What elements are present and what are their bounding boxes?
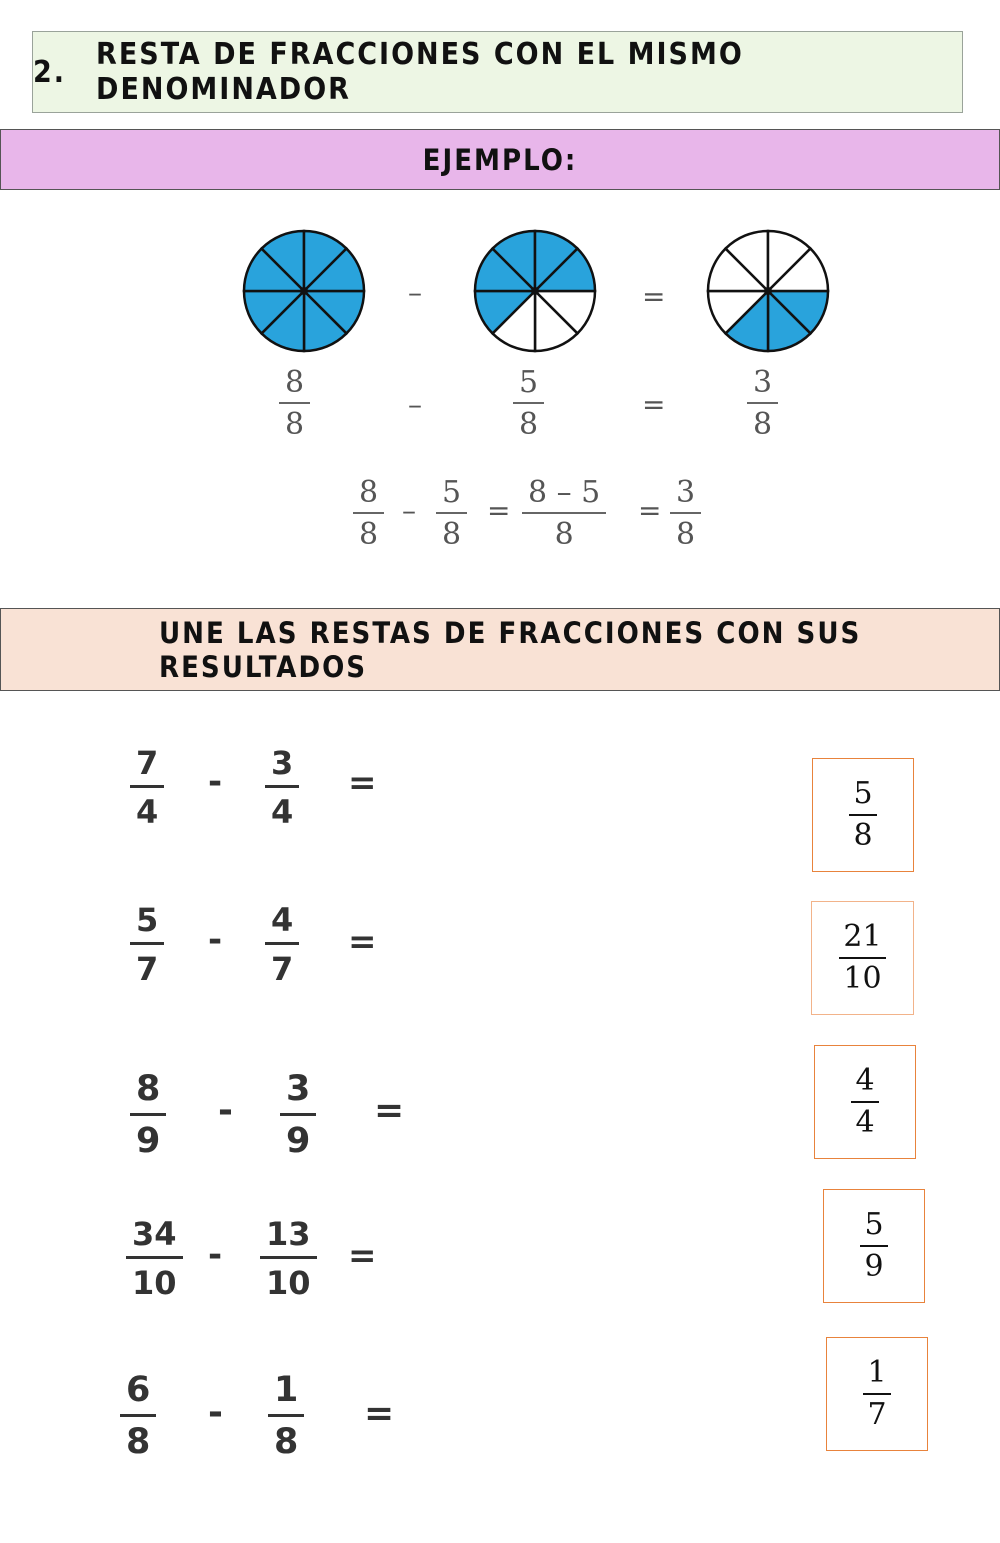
denominator: 4 [855,1105,875,1140]
exercise-3-equals-sign: = [374,1090,405,1131]
example-heading [0,129,1000,190]
numerator: 5 [442,475,462,510]
denominator: 7 [136,950,159,988]
numerator: 8 [136,1069,161,1109]
pie-center-dot [300,287,308,295]
denominator: 8 [554,517,574,552]
fraction-bar [265,785,299,788]
exercise-4-fraction-a [126,1215,183,1302]
denominator: 8 [359,517,379,552]
numerator: 4 [855,1063,875,1098]
fraction-bar [280,1113,316,1116]
title-number: 2. [33,54,67,90]
numerator: 13 [266,1215,311,1253]
example-heading-text: EJEMPLO: [422,142,578,177]
fraction-bar [268,1414,304,1417]
exercise-3-minus-sign: - [218,1090,233,1131]
exercise-5-fraction-b [268,1370,304,1462]
equation-fraction-b [436,475,467,552]
fraction-bar [513,402,544,404]
exercise-4-fraction-b [260,1215,317,1302]
instruction-text: UNE LAS RESTAS DE FRACCIONES CON SUS RESULTADOS [159,615,862,684]
denominator: 8 [676,517,696,552]
exercise-4-equals-sign: = [348,1236,377,1276]
example-equals-sign: = [642,388,666,421]
numerator: 4 [271,901,294,939]
numerator: 5 [136,901,159,939]
exercise-5-minus-sign: - [208,1392,223,1433]
fraction-bar [747,402,778,404]
pie-center-dot [764,287,772,295]
fraction-bar [260,1256,317,1259]
pie-eight-eighths [241,228,367,354]
denominator: 9 [864,1249,884,1284]
numerator: 3 [753,365,773,400]
numerator: 8 – 5 [528,475,601,510]
numerator: 5 [519,365,539,400]
denominator: 10 [843,961,882,996]
equation-equals-sign-1: = [487,494,511,527]
fraction-bar [436,512,467,514]
pie-equals-sign: = [642,280,666,313]
answer-box-1[interactable] [812,758,914,872]
exercise-1-fraction-a [130,744,164,831]
fraction-bar [851,1101,878,1103]
fraction-bar [353,512,384,514]
answer-fraction [839,919,885,996]
equation-fraction-c [522,475,606,552]
numerator: 3 [271,744,294,782]
fraction-bar [863,1393,890,1395]
answer-box-2[interactable] [811,901,914,1015]
denominator: 8 [126,1422,151,1462]
denominator: 10 [266,1264,311,1302]
fraction-bar [130,1113,166,1116]
pie-five-eighths [472,228,598,354]
exercise-2-fraction-a [130,901,164,988]
example-fraction-b [513,365,544,442]
equation-fraction-a [353,475,384,552]
exercise-1-minus-sign: - [208,762,223,802]
numerator: 1 [274,1370,299,1410]
numerator: 1 [867,1355,887,1390]
denominator: 7 [271,950,294,988]
fraction-bar [839,957,885,959]
denominator: 8 [753,407,773,442]
denominator: 8 [519,407,539,442]
example-fraction-c [747,365,778,442]
equation-equals-sign-2: = [638,494,662,527]
denominator: 4 [136,793,159,831]
fraction-bar [120,1414,156,1417]
pie-center-dot [531,287,539,295]
page-title [32,31,963,113]
answer-box-4[interactable] [823,1189,925,1303]
fraction-bar [670,512,701,514]
fraction-bar [849,814,876,816]
exercise-5-fraction-a [120,1370,156,1462]
exercise-3-fraction-b [280,1069,316,1161]
numerator: 8 [359,475,379,510]
answer-fraction [863,1355,890,1432]
example-minus-sign: – [408,388,422,421]
answer-fraction [851,1063,878,1140]
exercise-3-fraction-a [130,1069,166,1161]
example-fraction-a [279,365,310,442]
exercise-5-equals-sign: = [364,1393,395,1434]
denominator: 9 [286,1121,311,1161]
answer-box-5[interactable] [826,1337,928,1451]
pie-minus-sign: – [408,276,422,309]
fraction-bar [126,1256,183,1259]
denominator: 8 [442,517,462,552]
numerator: 7 [136,744,159,782]
fraction-bar [130,942,164,945]
exercise-2-fraction-b [265,901,299,988]
numerator: 8 [285,365,305,400]
exercise-2-equals-sign: = [348,922,377,962]
denominator: 8 [853,818,873,853]
exercise-1-equals-sign: = [348,763,377,803]
denominator: 7 [867,1397,887,1432]
denominator: 8 [285,407,305,442]
denominator: 8 [274,1422,299,1462]
equation-minus-sign: – [402,494,416,527]
numerator: 3 [676,475,696,510]
fraction-bar [860,1245,887,1247]
answer-box-3[interactable] [814,1045,916,1159]
title-text: RESTA DE FRACCIONES CON EL MISMO DENOMINADOR [96,37,744,107]
exercise-1-fraction-b [265,744,299,831]
answer-fraction [849,776,876,853]
fraction-bar [130,785,164,788]
fraction-bar [279,402,310,404]
denominator: 4 [271,793,294,831]
numerator: 6 [126,1370,151,1410]
fraction-bar [522,512,606,514]
exercise-4-minus-sign: - [208,1235,223,1275]
instruction-heading [0,608,1000,691]
numerator: 3 [286,1069,311,1109]
numerator: 5 [864,1207,884,1242]
fraction-bar [265,942,299,945]
numerator: 21 [843,919,882,954]
pie-three-eighths [705,228,831,354]
numerator: 34 [132,1215,177,1253]
equation-fraction-d [670,475,701,552]
exercise-2-minus-sign: - [208,920,223,960]
denominator: 10 [132,1264,177,1302]
numerator: 5 [853,776,873,811]
denominator: 9 [136,1121,161,1161]
answer-fraction [860,1207,887,1284]
